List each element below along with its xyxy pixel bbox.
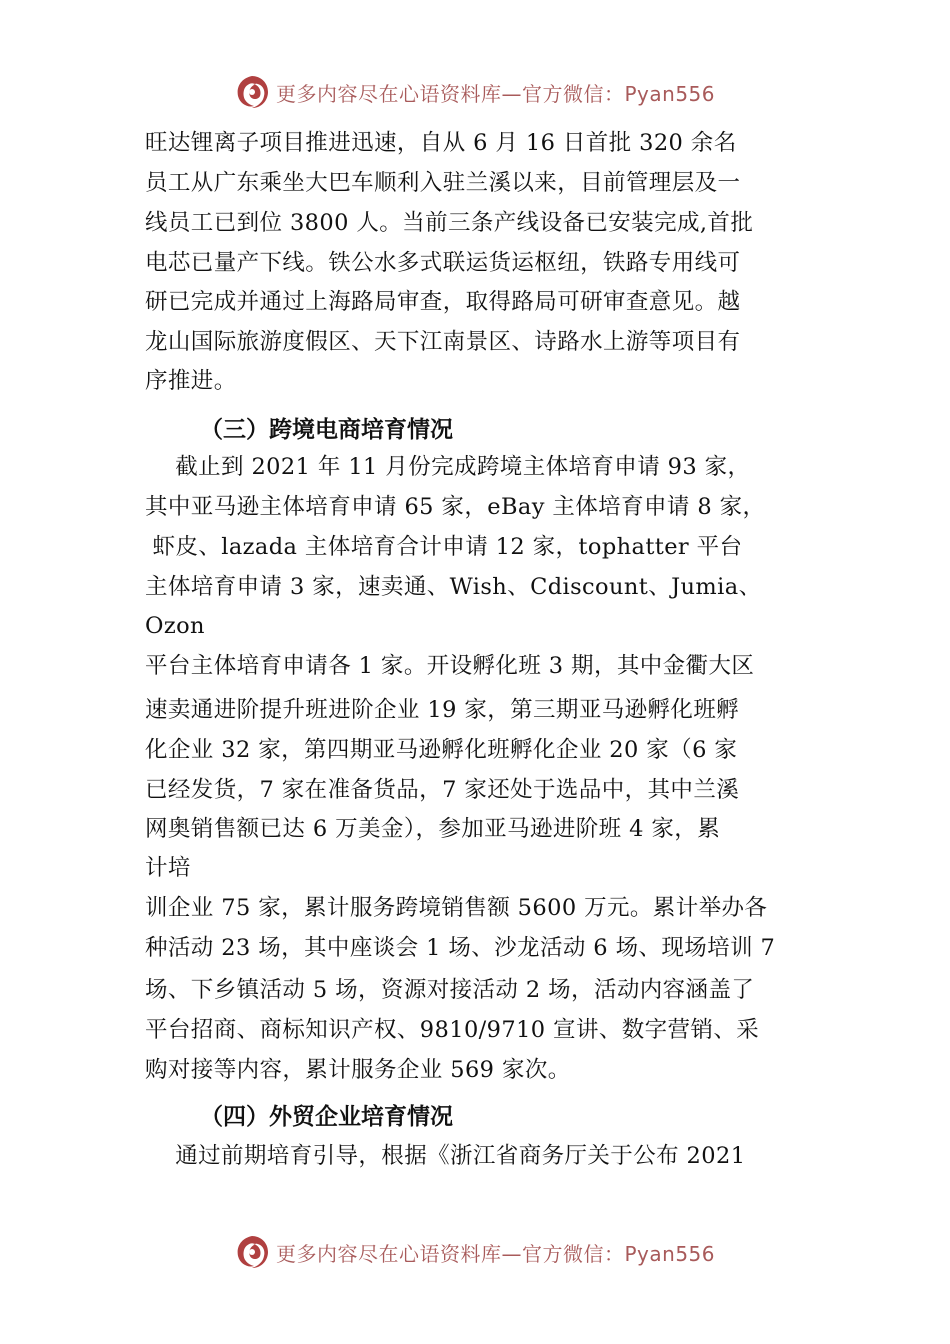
watermark-text: 更多内容尽在心语资料库—官方微信：Pyan556 [276, 81, 716, 106]
body-line: 网奥销售额已达 6 万美金），参加亚马逊进阶班 4 家，累 [145, 816, 721, 842]
body-line: 场、下乡镇活动 5 场，资源对接活动 2 场，活动内容涵盖了 [145, 977, 755, 1003]
watermark-footer [232, 1232, 715, 1272]
body-line: Ozon [145, 613, 205, 639]
body-line: 种活动 23 场，其中座谈会 1 场、沙龙活动 6 场、现场培训 7 [145, 935, 776, 961]
body-line: 截止到 2021 年 11 月份完成跨境主体培育申请 93 家， [145, 454, 751, 480]
lotus-swirl-logo-icon [232, 72, 272, 112]
body-line: 其中亚马逊主体培育申请 65 家，eBay 主体培育申请 8 家， [145, 494, 766, 520]
lotus-swirl-logo-icon [232, 1232, 272, 1272]
body-line: 训企业 75 家，累计服务跨境销售额 5600 万元。累计举办各 [145, 895, 768, 921]
body-line: 旺达锂离子项目推进迅速，自从 6 月 16 日首批 320 余名 [145, 130, 737, 156]
section-heading-3: （三）跨境电商培育情况 [200, 417, 453, 443]
body-line: 已经发货，7 家在准备货品，7 家还处于选品中，其中兰溪 [145, 777, 740, 803]
watermark-text: 更多内容尽在心语资料库—官方微信：Pyan556 [276, 1241, 716, 1266]
body-line: 平台主体培育申请各 1 家。开设孵化班 3 期，其中金衢大区 [145, 653, 755, 679]
body-line: 主体培育申请 3 家，速卖通、Wish、Cdiscount、Jumia、 [145, 574, 762, 600]
body-line: 速卖通进阶提升班进阶企业 19 家，第三期亚马逊孵化班孵 [145, 697, 740, 723]
body-line: 通过前期培育引导，根据《浙江省商务厅关于公布 2021 [145, 1143, 746, 1169]
body-line: 化企业 32 家，第四期亚马逊孵化班孵化企业 20 家（6 家 [145, 737, 738, 763]
body-line: 研已完成并通过上海路局审查，取得路局可研审查意见。越 [145, 289, 741, 315]
body-line: 龙山国际旅游度假区、天下江南景区、诗路水上游等项目有 [145, 329, 741, 355]
body-line: 平台招商、商标知识产权、9810/9710 宣讲、数字营销、采 [145, 1017, 760, 1043]
section-heading-4: （四）外贸企业培育情况 [200, 1104, 453, 1130]
body-line: 虾皮、lazada 主体培育合计申请 12 家，tophatter 平台 [145, 534, 743, 560]
body-line: 电芯已量产下线。铁公水多式联运货运枢纽，铁路专用线可 [145, 250, 741, 276]
watermark-header [232, 72, 715, 112]
body-line: 购对接等内容，累计服务企业 569 家次。 [145, 1057, 571, 1083]
body-line: 员工从广东乘坐大巴车顺利入驻兰溪以来，目前管理层及一 [145, 170, 741, 196]
body-line: 序推进。 [145, 368, 237, 394]
body-line: 计培 [145, 855, 191, 881]
body-line: 线员工已到位 3800 人。当前三条产线设备已安装完成,首批 [145, 210, 754, 236]
